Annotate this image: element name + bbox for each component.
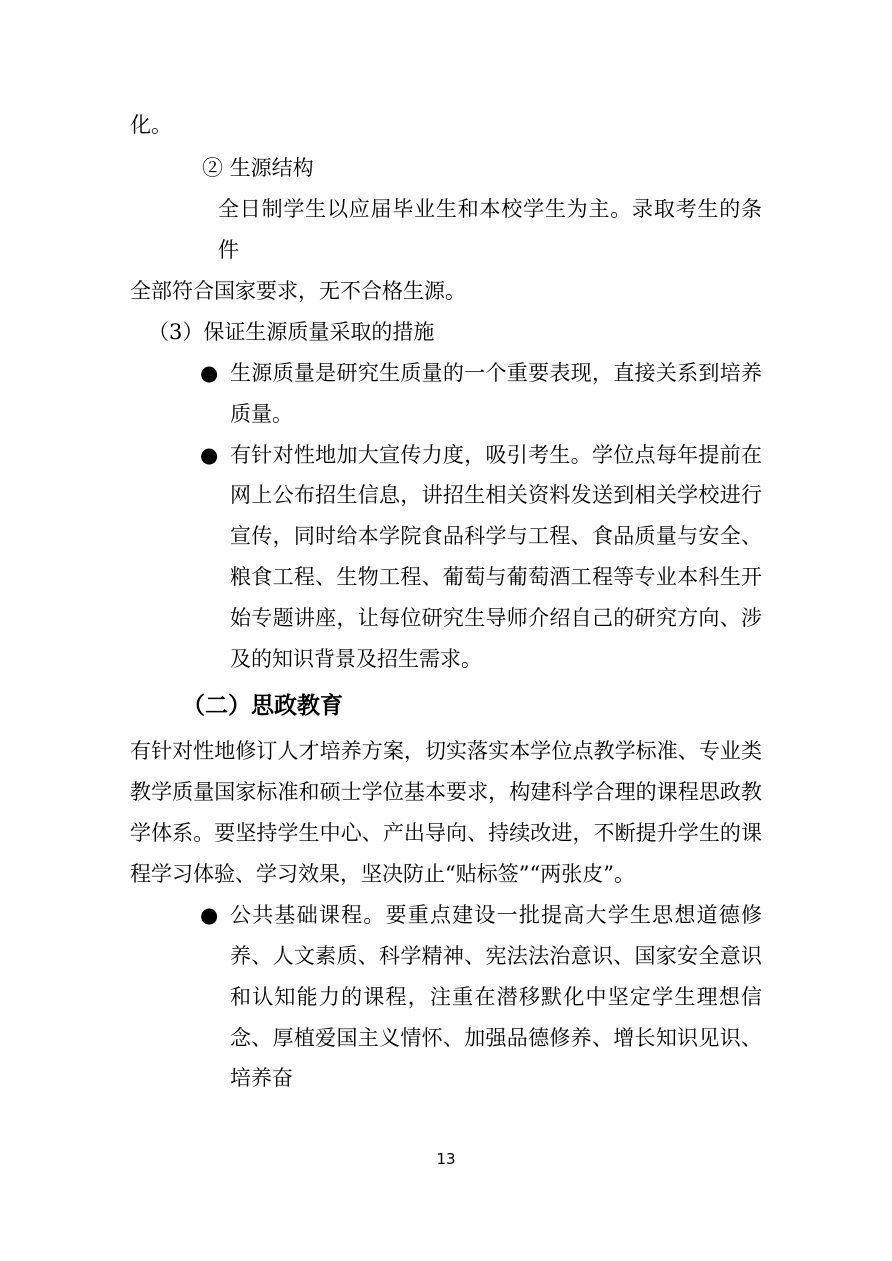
sub-item-2-body-second-line: 全部符合国家要求，无不合格生源。 [130,278,466,303]
numbered-item-3: （3）保证生源质量采取的措施 [148,319,435,344]
bullet-dot-icon: ● [200,442,219,467]
bullet-dot-icon: ● [200,902,219,927]
bullet-dot-icon: ● [200,360,219,385]
bullet-list-courses [130,895,762,1100]
list-item-text: 生源质量是研究生质量的一个重要表现，直接关系到培养质量。 [230,360,762,426]
page-number: 13 [436,1150,456,1168]
paragraph-ideological-education: 有针对性地修订人才培养方案，切实落实本学位点教学标准、专业类教学质量国家标准和硕士学位基本要求，构建科学合理的课程思政教学体系。要坚持学生中心、产出导向、持续改进，不断提升学生的课程学习体验、学习效果，坚决防止“贴标签”“两张皮”。 [130,738,762,886]
bullet-list-recruitment [130,353,762,681]
list-item-text: 公共基础课程。要重点建设一批提高大学生思想道德修养、人文素质、科学精神、宪法法治意识、国家安全意识和认知能力的课程，注重在潜移默化中坚定学生理想信念、厚植爱国主义情怀、加强品德修养、增长知识见识、培养奋 [230,902,762,1091]
continuation-line: 化。 [130,113,172,137]
sub-item-2-body-first-line: 全日制学生以应届毕业生和本校学生为主。录取考生的条件 [218,196,762,262]
sub-item-2-heading: ② 生源结构 [202,155,314,180]
list-item [130,353,762,435]
document-body [130,105,762,1099]
section-heading-2: （二）思政教育 [182,693,343,720]
list-item [130,895,762,1100]
list-item [130,435,762,681]
list-item-text: 有针对性地加大宣传力度，吸引考生。学位点每年提前在网上公布招生信息，讲招生相关资料发送到相关学校进行宣传，同时给本学院食品科学与工程、食品质量与安全、粮食工程、生物工程、葡萄与葡萄酒工程等专业本科生开始专题讲座，让每位研究生导师介绍自己的研究方向、涉及的知识背景及招生需求。 [230,442,762,672]
